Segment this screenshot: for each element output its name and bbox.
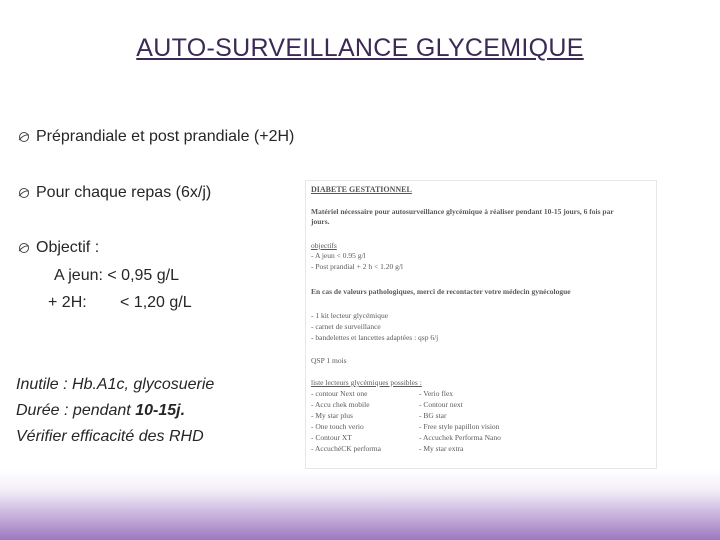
doc-header: DIABETE GESTATIONNEL: [311, 185, 412, 194]
objectif-postprandial-label: + 2H:: [48, 294, 87, 311]
reader-right: - Verio flex: [419, 389, 454, 398]
bullet-item: [18, 184, 211, 202]
reader-left: - Accu chek mobile: [311, 400, 370, 409]
doc-obj-1: - A jeun < 0.95 g/l: [311, 251, 366, 260]
bullet-icon: [18, 187, 30, 199]
reader-right: - Contour next: [419, 400, 463, 409]
reader-left: - Contour XT: [311, 433, 352, 442]
doc-liste: liste lecteurs glycémiques possibles :: [311, 378, 422, 387]
objectif-fasting: A jeun: < 0,95 g/L: [54, 267, 179, 284]
bullet-item: [18, 128, 294, 146]
doc-kit-1: - 1 kit lecteur glycémique: [311, 311, 389, 320]
bullet-item: [18, 239, 99, 257]
bullet-text: Préprandiale et post prandiale (+2H): [36, 128, 295, 145]
note-duree: Durée : pendant 10-15j.: [16, 402, 186, 419]
doc-materiel-2: jours.: [311, 217, 330, 226]
objectif-postprandial-value: < 1,20 g/L: [120, 294, 192, 311]
bullet-icon: [18, 131, 30, 143]
bullet-icon: [18, 242, 30, 254]
note-verifier: Vérifier efficacité des RHD: [16, 428, 204, 445]
note-inutile: Inutile : Hb.A1c, glycosuerie: [16, 376, 215, 393]
doc-kit-2: - carnet de surveillance: [311, 322, 381, 331]
note-duree-bold: 10-15j.: [135, 402, 186, 419]
reader-right: - Free style papillon vision: [419, 422, 500, 431]
bullet-text: Pour chaque repas (6x/j): [36, 184, 212, 201]
doc-objectifs-label: objectifs: [311, 241, 337, 250]
doc-obj-2: - Post prandial + 2 h < 1.20 g/l: [311, 262, 403, 271]
doc-kit-3: - bandelettes et lancettes adaptées : qsp 6/j: [311, 333, 439, 342]
reader-left: - AccuchéCK performa: [311, 444, 381, 453]
bullet-text: Objectif :: [36, 239, 100, 256]
doc-patho: En cas de valeurs pathologiques, merci de recontacter votre médecin gynécologue: [311, 287, 571, 296]
doc-qsp: QSP 1 mois: [311, 356, 347, 365]
reader-right: - Accuchek Performa Nano: [419, 433, 501, 442]
reader-right: - BG star: [419, 411, 447, 420]
reader-right: - My star extra: [419, 444, 464, 453]
prescription-document: [305, 180, 657, 469]
reader-left: - contour Next one: [311, 389, 368, 398]
doc-materiel-1: Matériel nécessaire pour autosurveillance glycémique à réaliser pendant 10-15 jours, 6 fois par: [311, 207, 614, 216]
slide-title: AUTO-SURVEILLANCE GLYCEMIQUE: [136, 34, 584, 62]
reader-left: - One touch verio: [311, 422, 364, 431]
reader-left: - My star plus: [311, 411, 353, 420]
